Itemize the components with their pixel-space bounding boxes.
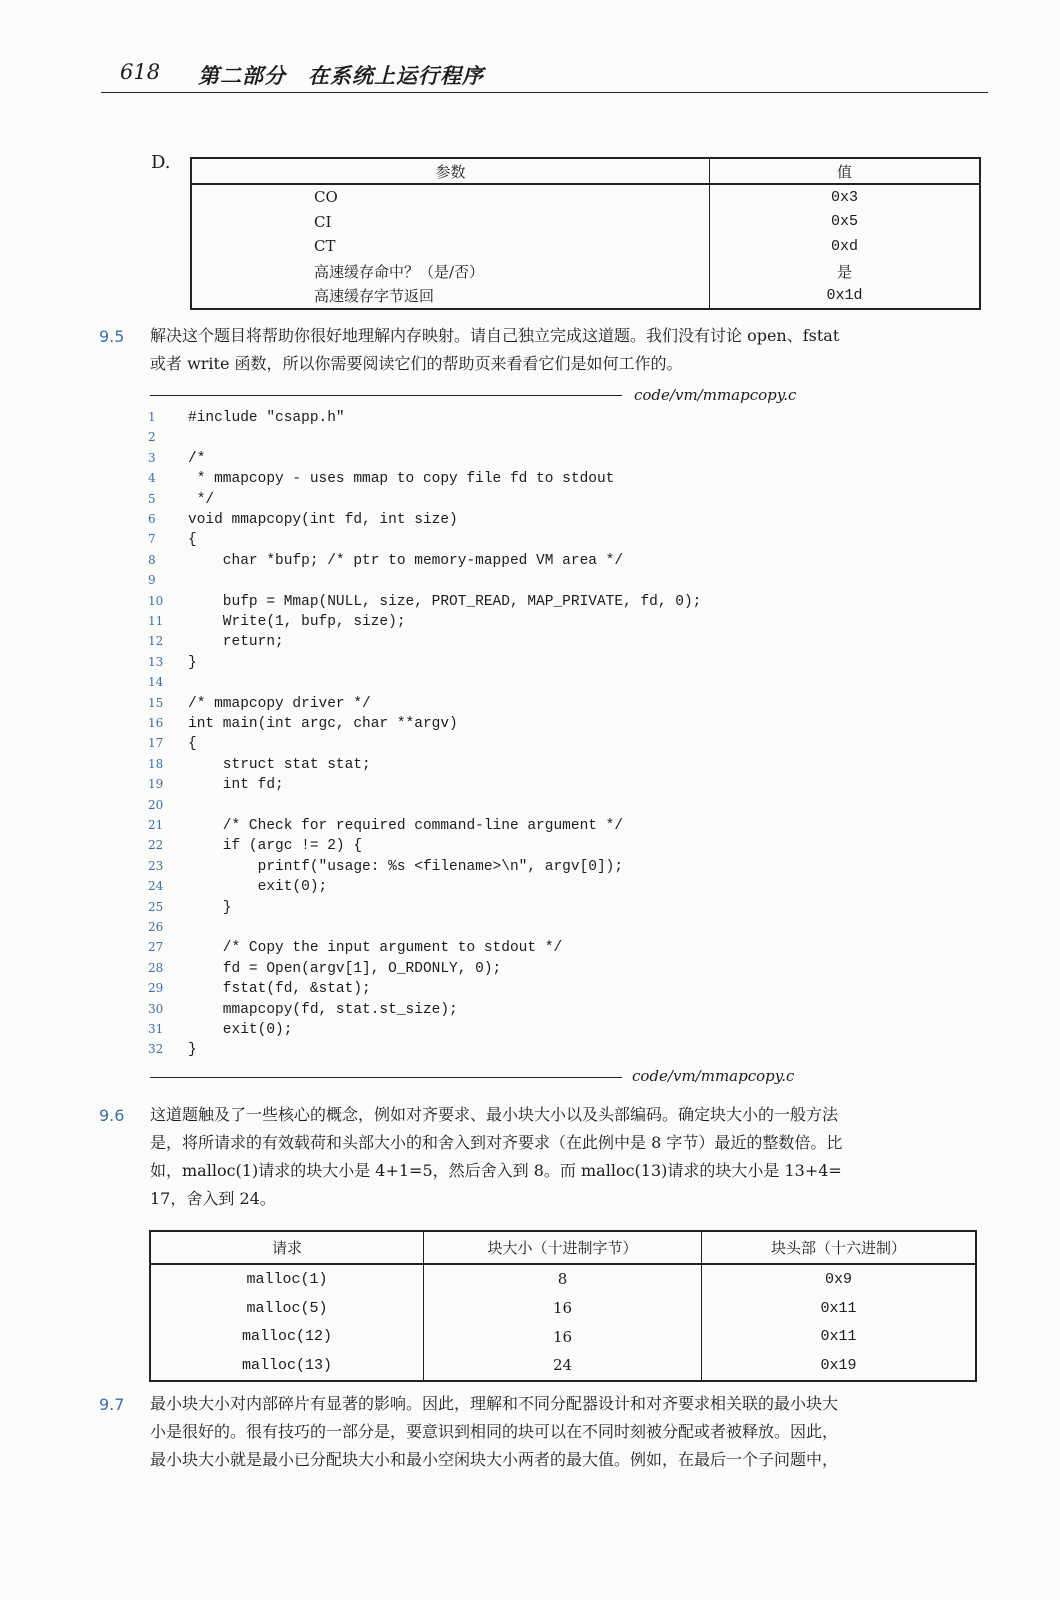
size-cell: 16	[424, 1322, 702, 1351]
code-line	[148, 674, 798, 694]
code-line	[148, 715, 798, 735]
code-text: {	[188, 736, 197, 753]
table-row	[150, 1351, 976, 1381]
line-number: 18	[148, 756, 164, 771]
code-line	[148, 470, 798, 490]
code-text: */	[188, 491, 215, 508]
code-source-label-top: code/vm/mmapcopy.c	[634, 386, 797, 404]
chapter-title: 第二部分 在系统上运行程序	[198, 63, 484, 88]
line-number: 17	[148, 736, 164, 751]
line-number: 22	[148, 838, 164, 853]
code-line	[148, 654, 798, 674]
code-text: printf("usage: %s <filename>\n", argv[0]);	[188, 858, 624, 875]
code-line	[148, 899, 798, 919]
line-number: 19	[148, 777, 164, 792]
question-9-5-text	[150, 322, 985, 378]
request-cell: malloc(12)	[150, 1322, 424, 1351]
code-text: {	[188, 532, 197, 549]
size-cell: 24	[424, 1351, 702, 1381]
code-text: /*	[188, 450, 206, 467]
code-line	[148, 572, 798, 592]
header-column-header: 块头部（十六进制）	[702, 1231, 977, 1264]
request-cell: malloc(5)	[150, 1294, 424, 1323]
code-line	[148, 593, 798, 613]
code-line	[148, 409, 798, 429]
code-text: void mmapcopy(int fd, int size)	[188, 512, 458, 528]
line-number: 1	[148, 410, 156, 424]
value-cell: 是	[836, 262, 852, 281]
question-number-9-7: 9.7	[99, 1395, 125, 1414]
paragraph-line: 最小块大小对内部碎片有显著的影响。因此，理解和不同分配器设计和对齐要求相关联的最小块大	[150, 1394, 839, 1413]
size-cell: 16	[424, 1294, 702, 1323]
code-line	[148, 552, 798, 572]
code-text: }	[188, 899, 232, 916]
code-source-label-bottom: code/vm/mmapcopy.c	[632, 1067, 795, 1085]
code-text: /* mmapcopy driver */	[188, 695, 371, 712]
code-line	[148, 633, 798, 653]
line-number: 13	[148, 654, 164, 669]
line-number: 28	[148, 960, 164, 975]
parameter-table	[190, 157, 981, 310]
code-text: }	[188, 654, 197, 671]
param-cell: CT	[191, 234, 710, 259]
table-row	[191, 259, 980, 284]
malloc-block-table	[149, 1230, 977, 1382]
paragraph-line: 17，舍入到 24。	[150, 1189, 276, 1208]
code-text: struct stat stat;	[188, 756, 371, 773]
code-text: char *bufp; /* ptr to memory-mapped VM area */	[188, 552, 624, 569]
paragraph-line: 或者 write 函数，所以你需要阅读它们的帮助页来看看它们是如何工作的。	[150, 354, 683, 373]
code-line	[148, 531, 798, 551]
code-line	[148, 960, 798, 980]
code-line	[148, 939, 798, 959]
line-number: 2	[148, 430, 156, 445]
param-cell: CI	[191, 210, 710, 235]
table-row	[191, 283, 980, 309]
line-number: 3	[148, 450, 156, 465]
header-cell: 0x11	[820, 1328, 857, 1346]
code-line	[148, 1041, 798, 1061]
code-line	[148, 980, 798, 1000]
size-cell: 8	[424, 1264, 702, 1294]
paragraph-line: 是，将所请求的有效载荷和头部大小的和舍入到对齐要求（在此例中是 8 字节）最近的整数倍。比	[150, 1133, 843, 1152]
code-bottom-rule	[150, 1077, 622, 1078]
code-text: /* Copy the input argument to stdout */	[188, 940, 563, 957]
param-cell: 高速缓存字节返回	[191, 283, 710, 309]
code-text: mmapcopy(fd, stat.st_size);	[188, 1001, 458, 1018]
table-row	[191, 184, 980, 210]
line-number: 26	[148, 920, 164, 934]
question-9-7-text	[150, 1390, 985, 1474]
line-number: 6	[148, 512, 156, 526]
code-line	[148, 797, 798, 817]
code-text: Write(1, bufp, size);	[188, 614, 406, 630]
line-number: 27	[148, 940, 164, 955]
line-number: 7	[148, 532, 156, 547]
table-row	[150, 1322, 976, 1351]
line-number: 30	[148, 1001, 164, 1016]
line-number: 25	[148, 899, 164, 914]
header-cell: 0x11	[820, 1299, 857, 1317]
size-column-header: 块大小（十进制字节）	[424, 1231, 702, 1264]
code-line	[148, 837, 798, 857]
table-row	[150, 1294, 976, 1323]
value-cell: 0x5	[830, 213, 858, 231]
line-number: 12	[148, 634, 164, 649]
code-line	[148, 817, 798, 837]
code-line	[148, 695, 798, 715]
code-top-rule	[150, 395, 622, 396]
value-column-header: 值	[710, 158, 981, 184]
code-text: int main(int argc, char **argv)	[188, 716, 458, 732]
code-line	[148, 1021, 798, 1041]
param-column-header: 参数	[191, 158, 710, 184]
code-text: fd = Open(argv[1], O_RDONLY, 0);	[188, 960, 502, 977]
code-line	[148, 429, 798, 449]
line-number: 16	[148, 716, 164, 730]
code-text: * mmapcopy - uses mmap to copy file fd to stdout	[188, 471, 615, 488]
code-line	[148, 735, 798, 755]
code-line	[148, 1001, 798, 1021]
code-text: return;	[188, 634, 284, 651]
page-number: 618	[120, 60, 161, 84]
value-cell: 0x1d	[826, 287, 863, 305]
code-line	[148, 776, 798, 796]
value-cell: 0x3	[830, 188, 858, 206]
request-cell: malloc(1)	[150, 1264, 424, 1294]
value-cell: 0xd	[830, 237, 858, 255]
code-line	[148, 919, 798, 939]
paragraph-line: 这道题触及了一些核心的概念，例如对齐要求、最小块大小以及头部编码。确定块大小的一般方法	[150, 1105, 839, 1124]
line-number: 11	[148, 614, 164, 628]
line-number: 32	[148, 1042, 164, 1057]
header-cell: 0x19	[820, 1356, 857, 1374]
line-number: 10	[148, 593, 164, 608]
code-line	[148, 613, 798, 633]
part-d-label: D.	[151, 152, 171, 173]
question-9-6-text	[150, 1101, 985, 1213]
paragraph-line: 如，malloc(1)请求的块大小是 4+1=5，然后舍入到 8。而 malloc(13)请求的块大小是 13+4=	[150, 1161, 842, 1180]
code-line	[148, 491, 798, 511]
code-text: exit(0);	[188, 1022, 293, 1038]
code-text: exit(0);	[188, 879, 328, 896]
line-number: 9	[148, 573, 156, 588]
line-number: 4	[148, 471, 156, 486]
code-line	[148, 756, 798, 776]
header-rule	[101, 92, 988, 93]
line-number: 23	[148, 858, 164, 873]
paragraph-line: 小是很好的。很有技巧的一部分是，要意识到相同的块可以在不同时刻被分配或者被释放。因此，	[150, 1422, 839, 1441]
code-line	[148, 858, 798, 878]
code-text: #include "csapp.h"	[188, 410, 345, 426]
code-text: int fd;	[188, 777, 284, 794]
code-text: }	[188, 1042, 197, 1059]
line-number: 15	[148, 695, 164, 710]
paragraph-line: 最小块大小就是最小已分配块大小和最小空闲块大小两者的最大值。例如，在最后一个子问题中，	[150, 1450, 839, 1469]
table-row	[150, 1264, 976, 1294]
line-number: 21	[148, 818, 164, 832]
line-number: 14	[148, 675, 164, 690]
question-number-9-6: 9.6	[99, 1106, 125, 1125]
line-number: 5	[148, 491, 156, 506]
line-number: 24	[148, 879, 164, 894]
line-number: 29	[148, 981, 164, 996]
request-cell: malloc(13)	[150, 1351, 424, 1381]
code-text: if (argc != 2) {	[188, 838, 363, 855]
param-cell: 高速缓存命中？（是/否）	[191, 259, 710, 284]
code-line	[148, 878, 798, 898]
code-text: bufp = Mmap(NULL, size, PROT_READ, MAP_PRIVATE, fd, 0);	[188, 593, 702, 610]
table-row	[191, 234, 980, 259]
code-text: fstat(fd, &stat);	[188, 981, 371, 998]
code-line	[148, 511, 798, 531]
param-cell: CO	[191, 184, 710, 210]
header-cell: 0x9	[824, 1270, 852, 1288]
line-number: 20	[148, 797, 164, 812]
line-number: 8	[148, 552, 156, 567]
paragraph-line: 解决这个题目将帮助你很好地理解内存映射。请自己独立完成这道题。我们没有讨论 open、fstat	[150, 326, 840, 345]
question-number-9-5: 9.5	[99, 327, 125, 346]
code-text: /* Check for required command-line argument */	[188, 818, 624, 834]
code-line	[148, 450, 798, 470]
line-number: 31	[148, 1022, 164, 1036]
request-column-header: 请求	[150, 1231, 424, 1264]
table-row	[191, 210, 980, 235]
